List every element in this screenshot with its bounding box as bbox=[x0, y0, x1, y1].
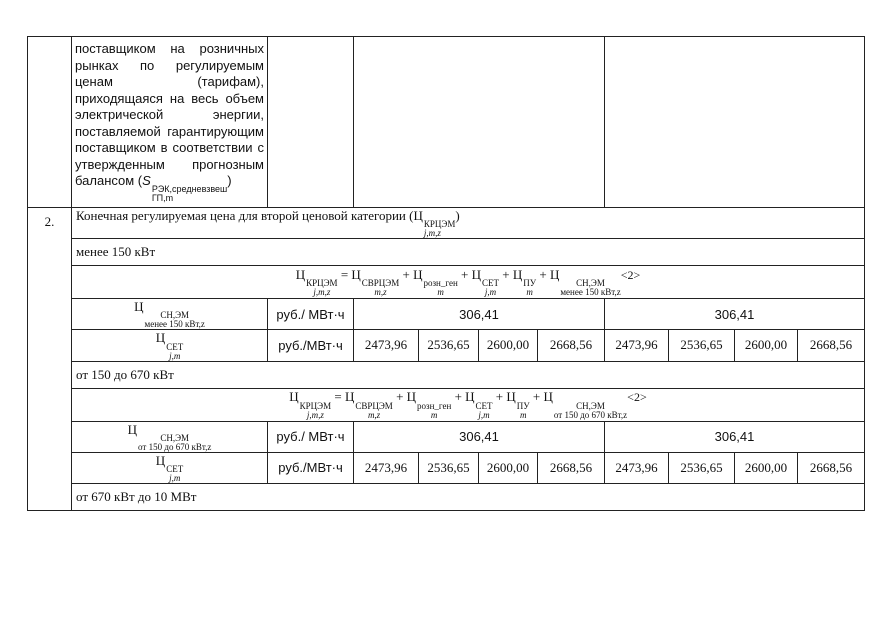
group-title-row bbox=[28, 483, 865, 510]
values-empty-1 bbox=[354, 37, 605, 208]
tariff-table bbox=[27, 36, 865, 511]
section-header-row bbox=[28, 208, 865, 239]
formula-row bbox=[28, 266, 865, 299]
sn-value: 306,41 bbox=[354, 299, 605, 330]
sn-unit: руб./ МВт·ч bbox=[268, 421, 354, 452]
sn-value: 306,41 bbox=[354, 421, 605, 452]
group-title: от 150 до 670 кВт bbox=[72, 361, 865, 388]
sn-component-row bbox=[28, 421, 865, 452]
set-value: 2536,65 bbox=[669, 330, 735, 361]
price-formula: Ц КРЦЭМ j,m,z = Ц СВРЦЭМ m,z + Ц розн_ген m + Ц СЕТ j,m + Ц ПУ m + Ц СН,ЭМ менее 150 кВт,z <2> bbox=[72, 266, 865, 299]
sn-value: 306,41 bbox=[605, 421, 865, 452]
unit-empty bbox=[268, 37, 354, 208]
set-value: 2536,65 bbox=[419, 452, 479, 483]
set-value: 2473,96 bbox=[354, 330, 419, 361]
set-value: 2473,96 bbox=[605, 452, 669, 483]
continuation-row bbox=[28, 37, 865, 208]
group-title-row bbox=[28, 239, 865, 266]
set-value: 2600,00 bbox=[479, 452, 538, 483]
set-symbol: Ц СЕТ j,m bbox=[72, 452, 268, 483]
set-value: 2536,65 bbox=[669, 452, 735, 483]
set-symbol: Ц СЕТ j,m bbox=[72, 330, 268, 361]
values-empty-2 bbox=[605, 37, 865, 208]
price-formula: Ц КРЦЭМ j,m,z = Ц СВРЦЭМ m,z + Ц розн_ген m + Ц СЕТ j,m + Ц ПУ m + Ц СН,ЭМ от 150 до 670 кВт,z <2> bbox=[72, 388, 865, 421]
set-value: 2600,00 bbox=[735, 330, 798, 361]
set-unit: руб./МВт·ч bbox=[268, 452, 354, 483]
set-component-row bbox=[28, 452, 865, 483]
group-title: менее 150 кВт bbox=[72, 239, 865, 266]
set-value: 2473,96 bbox=[354, 452, 419, 483]
row-number-empty bbox=[28, 37, 72, 208]
sn-symbol: Ц СН,ЭМ от 150 до 670 кВт,z bbox=[72, 421, 268, 452]
set-value: 2668,56 bbox=[538, 330, 605, 361]
group-title: от 670 кВт до 10 МВт bbox=[72, 483, 865, 510]
sn-component-row bbox=[28, 299, 865, 330]
spacer-row bbox=[28, 510, 865, 511]
section-title: Конечная регулируемая цена для второй ценовой категории (Ц КРЦЭМ j,m,z ) bbox=[72, 208, 865, 239]
sn-value: 306,41 bbox=[605, 299, 865, 330]
set-value: 2668,56 bbox=[798, 330, 865, 361]
set-value: 2668,56 bbox=[798, 452, 865, 483]
group-title-row bbox=[28, 361, 865, 388]
set-value: 2600,00 bbox=[735, 452, 798, 483]
continuation-description: поставщиком на розничных рынках по регулируемым ценам (тарифам), приходящаяся на весь объем электрической энергии, поставляемой гарантирующим поставщиком в соответствии с утвержденным прогнозным балансом (S РЭК,средневзвеш ГП,m ) bbox=[72, 37, 268, 208]
section-number: 2. bbox=[28, 208, 72, 511]
set-value: 2536,65 bbox=[419, 330, 479, 361]
sn-symbol: Ц СН,ЭМ менее 150 кВт,z bbox=[72, 299, 268, 330]
set-value: 2600,00 bbox=[479, 330, 538, 361]
formula-row bbox=[28, 388, 865, 421]
sn-unit: руб./ МВт·ч bbox=[268, 299, 354, 330]
spacer-cell bbox=[72, 510, 865, 511]
set-unit: руб./МВт·ч bbox=[268, 330, 354, 361]
set-component-row bbox=[28, 330, 865, 361]
set-value: 2473,96 bbox=[605, 330, 669, 361]
set-value: 2668,56 bbox=[538, 452, 605, 483]
tariff-table-document bbox=[27, 36, 864, 511]
